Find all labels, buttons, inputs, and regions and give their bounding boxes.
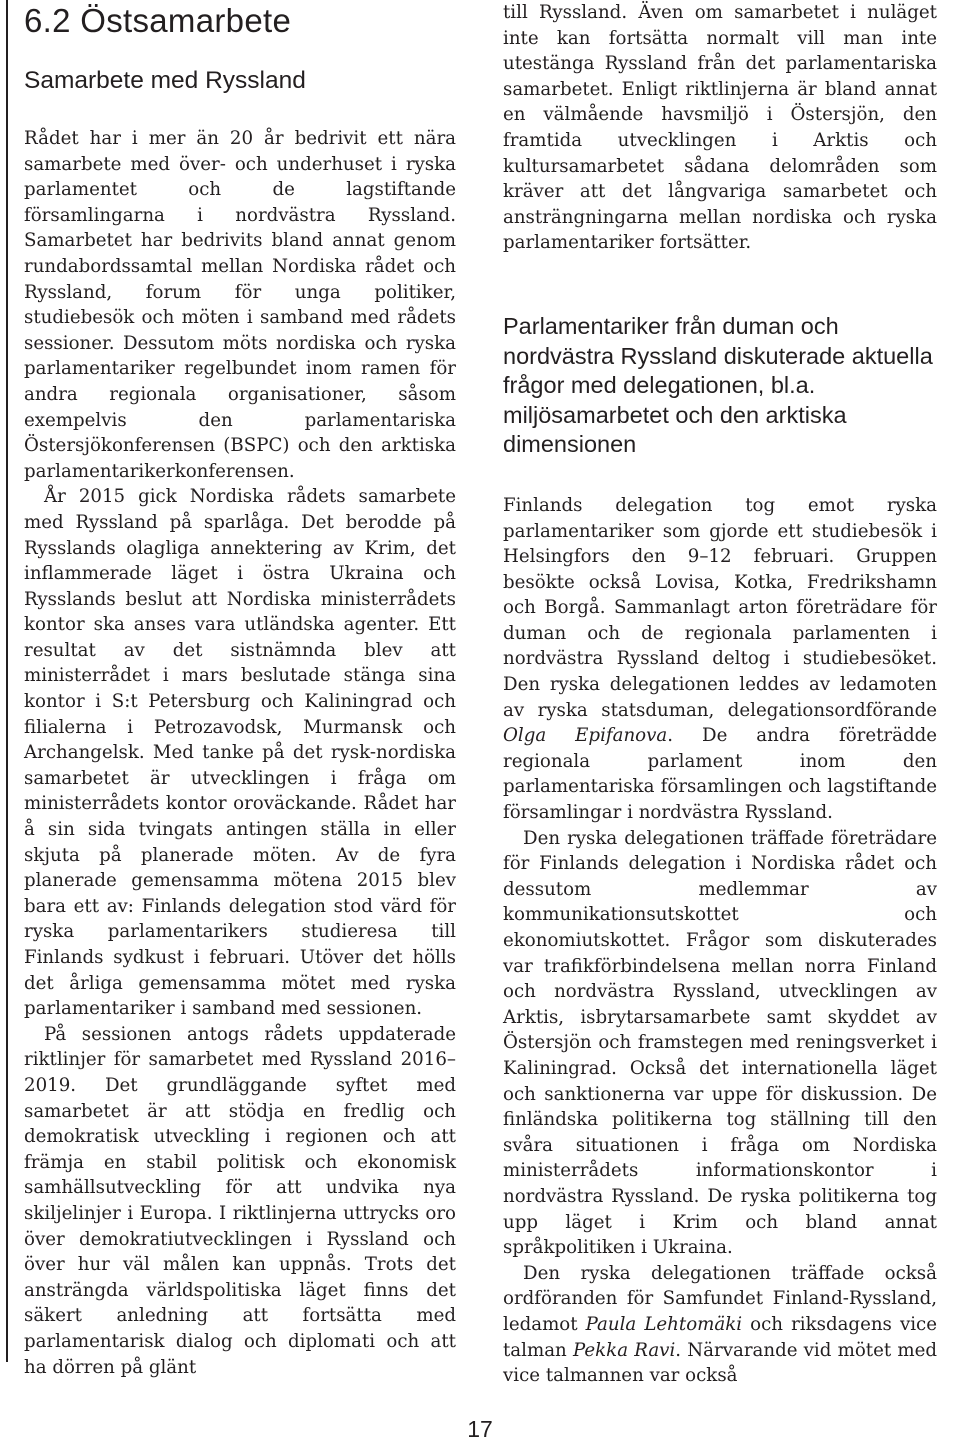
paragraph: År 2015 gick Nordiska rådets samarbete med Ryssland på sparlåga. Det berodde på Rysslands olagliga annektering av Krim, det inflammerade läget i östra Ukraina och Rysslands beslut att Nordiska ministerrådets kontor ska anses vara utländska agenter. Ett resultat av det sistnämnda blev att ministerrådet i mars beslutade stänga sina kontor i S:t Petersburg och Kaliningrad och filialerna i Petrozavodsk, Murmansk och Archangelsk. Med tanke på det rysk-nordiska samarbetet är utvecklingen i fråga om ministerrådets kontor oroväckande. Rådet har å sin sida tvingats antingen ställa in eller skjuta på planerade möten. Av de fyra planerade gemensamma mötena 2015 blev bara ett av: Finlands delegation stod värd för ryska parlamentarikers studieresa till Finlands sydkust i februari. Utöver det hölls det årliga gemensamma mötet med ryska parlamentariker i samband med sessionen. (24, 486, 456, 1020)
paragraph: Rådet har i mer än 20 år bedrivit ett nära samarbete med över- och underhuset i ryska parlamentet och de lagstiftande församlingarna i nordvästra Ryssland. Samarbetet har bedrivits bland annat genom rundabordssamtal mellan Nordiska rådet och Ryssland, forum för unga politiker, studiebesök och möten i samband med rådets sessioner. Dessutom möts nordiska och ryska parlamentariker regelbundet inom ramen för andra regionala organisationer, såsom exempelvis den parlamentariska Östersjökonferensen (BSPC) och den arktiska parlamentarikerkonferensen. (24, 128, 456, 482)
person-name: Olga Epifanova (503, 725, 668, 747)
continuation-paragraph: till Ryssland. Även om samarbetet i nuläget inte kan fortsätta normalt vill man inte utestänga Ryssland från det parlamentariska samarbetet. Enligt riktlinjerna är bland annat en välmående havsmiljö i Östersjön, den framtida utvecklingen i Arktis och kultursamarbetet sådana delområden som kräver att det långvariga samarbetet och ansträngningarna mellan nordiska och ryska parlamentariker fortsätter. (503, 2, 937, 254)
person-name: Pekka Ravi (572, 1339, 676, 1361)
section-heading: 6.2 Östsamarbete (24, 2, 292, 39)
person-name: Paula Lehtomäki (585, 1313, 743, 1335)
page-number: 17 (467, 1416, 493, 1442)
paragraph: På sessionen antogs rådets uppdaterade riktlinjer för samarbetet med Ryssland 2016–2019. Det grundläggande syftet med samarbetet är att stödja en fredlig och demokratisk utveckling i regionen och att främja en stabil politisk och ekonomisk samhällsutveckling för att undvika nya skiljelinjer i Europa. I riktlinjerna uttrycks oro över demokratiutvecklingen i Ryssland och över hur väl målen kan uppnås. Trots det ansträngda världspolitiska läget finns det säkert anledning att fortsätta med parlamentarisk dialog och diplomati och att ha dörren på glänt (24, 1023, 456, 1378)
right-column (503, 0, 937, 1389)
paragraph: Den ryska delegationen träffade också ordföranden för Samfundet Finland-Ryssland, ledamot Paula Lehtomäki och riksdagens vice talman Pekka Ravi. Närvarande vid mötet med vice talmannen var också (503, 1262, 937, 1387)
left-column (24, 0, 456, 1380)
margin-rule (6, 0, 8, 1362)
subheading: Samarbete med Ryssland (24, 67, 306, 94)
paragraph: Finlands delegation tog emot ryska parlamentariker som gjorde ett studiebesök i Helsingfors den 9–12 februari. Gruppen besökte också Lovisa, Kotka, Fredrikshamn och Borgå. Sammanlagt arton företrädare för duman och de regionala parlamenten i nordvästra Ryssland deltog i studiebesöket. Den ryska delegationen leddes av ledamoten av ryska statsduman, delegationsordförande Olga Epifanova. De andra företrädde regionala parlament inom den parlamentariska församlingen och lagstiftande församlingar i nordvästra Ryssland. (503, 494, 937, 824)
paragraph: Den ryska delegationen träffade företrädare för Finlands delegation i Nordiska rådet och dessutom medlemmar av kommunikationsutskottet och ekonomiutskottet. Frågor som diskuterades var trafikförbindelsena mellan norra Finland och nordvästra Ryssland, utvecklingen av Arktis, isbrytarsamarbete samt skyddet av Östersjön och framstegen med reningsverket i Kaliningrad. Också det internationella läget och sanktionerna var uppe för diskussion. De finländska politikerna tog ställning till den svåra situationen i fråga om Nordiska ministerrådets informationskontor i nordvästra Ryssland. De ryska politikerna tog upp läget i Krim och bland annat språkpolitiken i Ukraina. (503, 827, 937, 1259)
article-heading: Parlamentariker från duman och nordvästra Ryssland diskuterade aktuella frågor med delegationen, bl.a. miljösamarbetet och den arktiska dimensionen (503, 312, 933, 458)
